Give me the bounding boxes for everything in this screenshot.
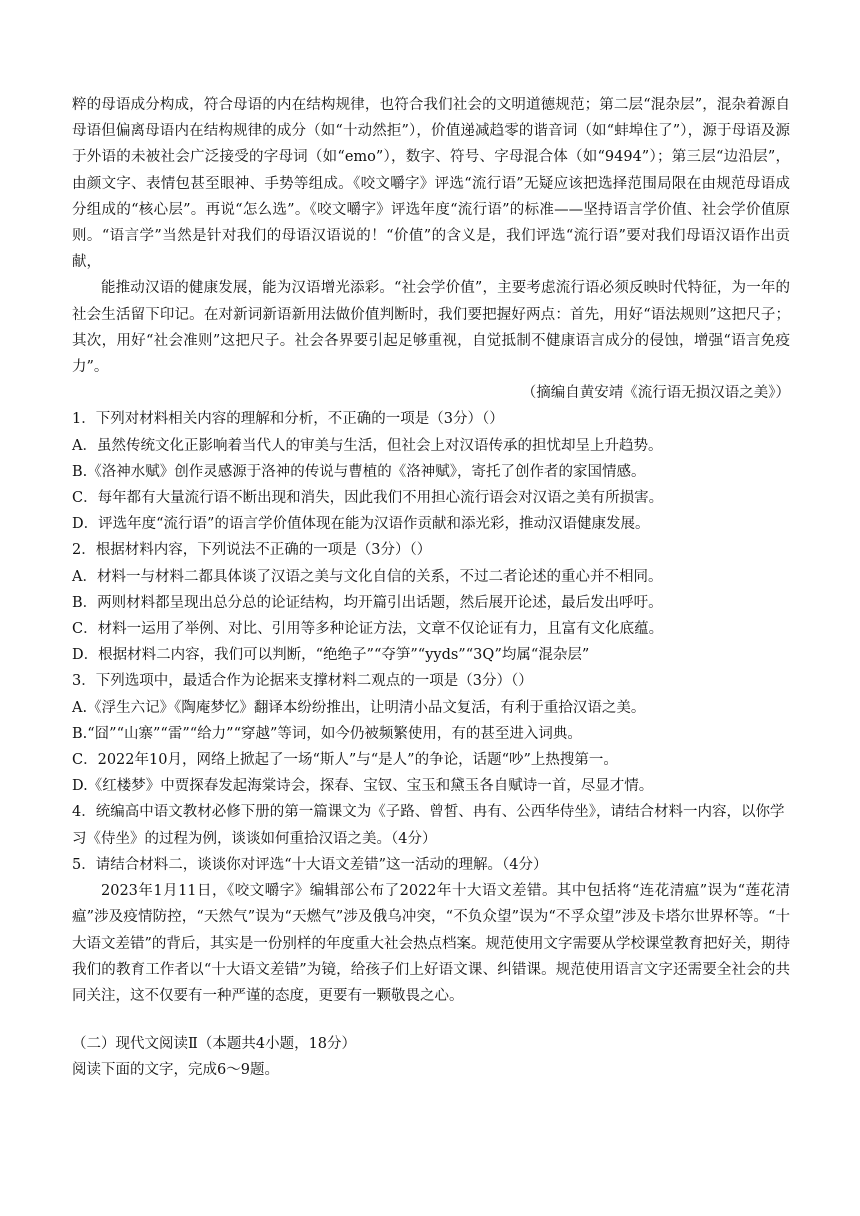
question-2: [72, 537, 790, 668]
option-c: C．材料一运用了举例、对比、引用等多种论证方法，文章不仅论证有力，且富有文化底蕴。: [72, 621, 664, 638]
option-d: D.《红楼梦》中贾探春发起海棠诗会，探春、宝钗、宝玉和黛玉各自赋诗一首，尽显才情。: [72, 778, 654, 795]
material-paragraph-1: 粹的母语成分构成，符合母语的内在结构规律，也符合我们社会的文明道德规范；第二层“混杂层”，混杂着源自母语但偏离母语内在结构规律的成分（如“十动然拒”），价值递减趋零的谐音词（如“蚌埠住了”），源于母语及源于外语的未被社会广泛接受的字母词（如“emo”），数字、符号、字母混合体（如“9494”）；第三层“边沿层”，由颜文字、表情包甚至眼神、手势等组成。《咬文嚼字》评选“流行语”无疑应该把选择范围局限在由规范母语成分组成的“核心层”。再说“怎么选”。《咬文嚼字》评选年度“流行语”的标准——坚持语言学价值、社会学价值原则。“语言学”当然是针对我们的母语汉语说的！“价值”的含义是，我们评选“流行语”要对我们母语汉语作出贡献，: [72, 97, 790, 271]
option-b: B.《洛神水赋》创作灵感源于洛神的传说与曹植的《洛神赋》，寄托了创作者的家国情感。: [72, 463, 646, 480]
option-a: A．虽然传统文化正影响着当代人的审美与生活，但社会上对汉语传承的担忧却呈上升趋势。: [72, 437, 663, 454]
section-spacer: [72, 1009, 790, 1031]
option-c: C．每年都有大量流行语不断出现和消失，因此我们不用担心流行语会对汉语之美有所损害。: [72, 490, 664, 507]
question-3: [72, 668, 790, 799]
option-d: D．评选年度“流行语”的语言学价值体现在能为汉语作贡献和添光彩，推动汉语健康发展。: [72, 516, 650, 533]
material-source: （摘编自黄安靖《流行语无损汉语之美》）: [521, 385, 790, 402]
option-b: B．两则材料都呈现出总分总的论证结构，均开篇引出话题，然后展开论述，最后发出呼吁。: [72, 594, 663, 611]
exam-page: [72, 92, 790, 1084]
option-a: A.《浮生六记》《陶庵梦忆》翻译本纷纷推出，让明清小品文复活，有利于重拾汉语之美。: [72, 699, 646, 716]
section-2-heading: （二）现代文阅读Ⅱ（本题共4小题，18分）: [72, 1036, 357, 1053]
option-a: A．材料一与材料二都具体谈了汉语之美与文化自信的关系，不过二者论述的重心并不相同。: [72, 568, 663, 585]
question-stem: 1．下列对材料相关内容的理解和分析，不正确的一项是（3分）（）: [72, 411, 504, 428]
question-stem: 3．下列选项中，最适合作为论据来支撑材料二观点的一项是（3分）（）: [72, 673, 533, 690]
option-d: D．根据材料二内容，我们可以判断，“绝绝子”“夺笋”“yyds”“3Q”均属“混杂层”: [72, 647, 590, 664]
option-c: C．2022年10月，网络上掀起了一场“斯人”与“是人”的争论，话题“吵”上热搜第一。: [72, 752, 618, 769]
material-paragraph-2: 能推动汉语的健康发展，能为汉语增光添彩。“社会学价值”，主要考虑流行语必须反映时代特征，为一年的社会生活留下印记。在对新词新语新用法做价值判断时，我们要把握好两点：首先，用好“语法规则”这把尺子；其次，用好“社会准则”这把尺子。社会各界要引起足够重视，自觉抵制不健康语言成分的侵蚀，增强“语言免疫力”。: [72, 280, 790, 376]
question-5-material: 2023年1月11日，《咬文嚼字》编辑部公布了2022年十大语文差错。其中包括将“连花清瘟”误为“莲花清瘟”涉及疫情防控，“天然气”误为“天燃气”涉及俄乌冲突，“不负众望”误为“不孚众望”涉及卡塔尔世界杯等。“十大语文差错”的背后，其实是一份别样的年度重大社会热点档案。规范使用文字需要从学校课堂教育把好关，期待我们的教育工作者以“十大语文差错”为镜，给孩子们上好语文课、纠错课。规范使用语言文字还需要全社会的共同关注，这不仅要有一种严谨的态度，更要有一颗敬畏之心。: [72, 883, 790, 1004]
section-2-instruction: 阅读下面的文字，完成6～9题。: [72, 1062, 279, 1079]
question-1: [72, 406, 790, 537]
option-b: B.“囧”“山寨”“雷”“给力”“穿越”等词，如今仍被频繁使用，有的甚至进入词典。: [72, 725, 582, 742]
question-stem: 2．根据材料内容，下列说法不正确的一项是（3分）（）: [72, 542, 432, 559]
question-4: 4．统编高中语文教材必修下册的第一篇课文为《子路、曾皙、冉有、公西华侍坐》，请结合材料一内容，以你学习《侍坐》的过程为例，谈谈如何重拾汉语之美。（4分）: [72, 804, 785, 847]
question-5: 5．请结合材料二，谈谈你对评选“十大语文差错”这一活动的理解。（4分）: [72, 856, 548, 873]
